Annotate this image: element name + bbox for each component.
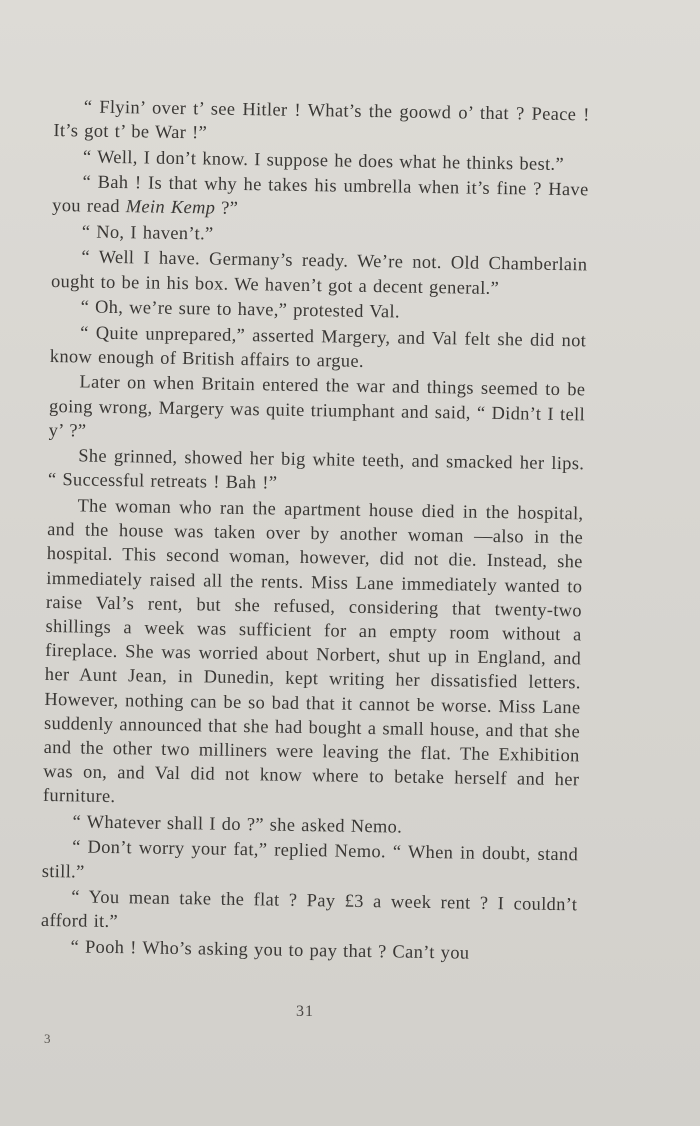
paragraph-text: “ Bah ! Is that why he takes his umbrella when it’s fine ? Have you read [52, 171, 589, 217]
paragraph: She grinned, showed her big white teeth, and smacked her lips. “ Successful retreats ! Bah !” [47, 445, 585, 493]
signature-mark: 3 [44, 1031, 51, 1046]
body-text [40, 94, 590, 968]
paragraph-text-end: ?” [215, 197, 239, 219]
paragraph: “ Whatever shall I do ?” she asked Nemo. [72, 811, 403, 837]
paragraph: The woman who ran the apartment house died in the hospital, and the house was taken over by another woman —also in the hospital. This second woman, however, did not die. Instead, she immediately raised all the rents. Miss Lane immediately wanted to raise Val’s rent, but she refused, considering that twenty-two shillings a week was sufficient for an empty room without a fireplace. She was worried about Norbert, shut up in England, and her Aunt Jean, in Dunedin, kept writing her dissatisfied letters. However, nothing can be so bad that it cannot be worse. Miss Lane suddenly announced that she had bought a small house, and that she and the other two milliners were leaving the flat. The Exhibition was on, and Val did not know where to betake herself and her furniture. [42, 495, 584, 807]
paragraph: “ You mean take the flat ? Pay £3 a week rent ? I couldn’t afford it.” [40, 886, 578, 932]
paragraph: “ No, I haven’t.” [81, 221, 214, 244]
page-number: 31 [296, 1003, 314, 1020]
book-title-italic: Mein Kemp [125, 196, 216, 218]
paragraph: “ Well I have. Germany’s ready. We’re not. Old Chamberlain ought to be in his box. We haven’t got a decent general.” [50, 246, 588, 298]
paragraph: “ Don’t worry your fat,” replied Nemo. “ When in doubt, stand still.” [41, 836, 579, 882]
paragraph: “ Pooh ! Who’s asking you to pay that ? Can’t you [70, 936, 470, 963]
paragraph: “ Oh, we’re sure to have,” protested Val. [80, 296, 401, 322]
paragraph: Later on when Britain entered the war and things seemed to be going wrong, Margery was quite triumphant and said, “ Didn’t I tell y’ ?” [48, 371, 586, 441]
paragraph: “ Flyin’ over t’ see Hitler ! What’s the goowd o’ that ? Peace ! It’s got t’ be War !” [53, 96, 590, 143]
paragraph: “ Quite unprepared,” asserted Margery, and Val felt she did not know enough of British affairs to argue. [49, 322, 587, 371]
paragraph: “ Well, I don’t know. I suppose he does what he thinks best.” [82, 146, 565, 174]
paragraph [52, 169, 589, 226]
